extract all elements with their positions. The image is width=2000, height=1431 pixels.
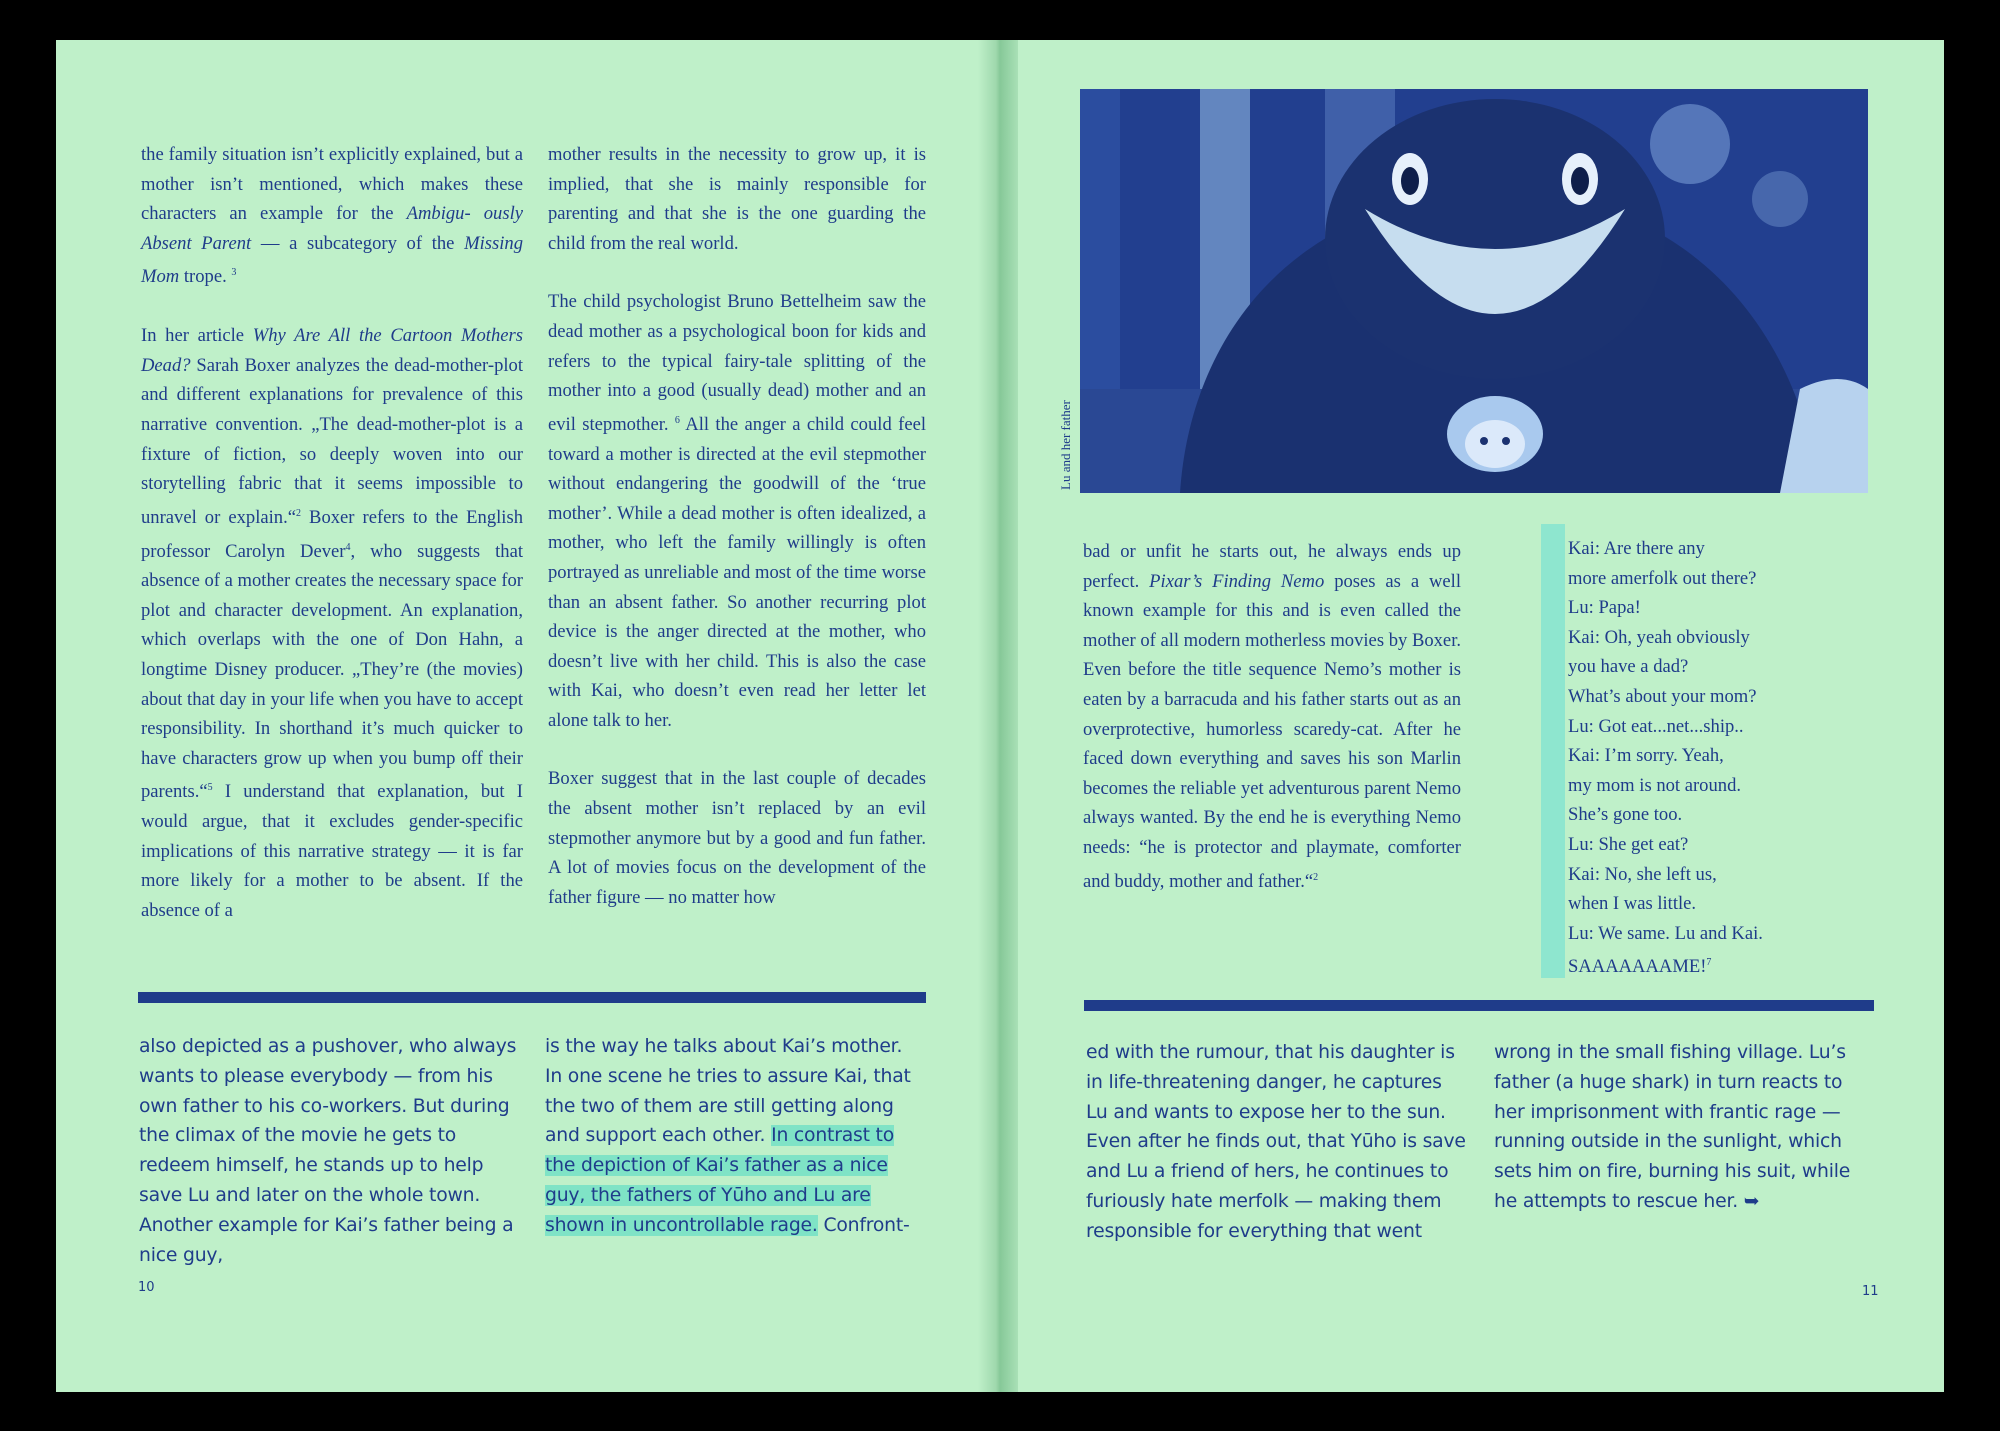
- highlighted-text: In contrast to the depiction of Kai’s father as a nice guy, the fathers of Yūho and Lu are shown in uncontrollable rage.: [545, 1125, 895, 1236]
- dialogue-highlight-bar: [1541, 524, 1565, 978]
- lu-and-father-photo: [1080, 89, 1868, 493]
- left-bottom-col1-text: also depicted as a pushover, who always wants to please everybody — from his own father to his co-workers. But during the climax of the movie he gets to redeem himself, he stands up to help save Lu and later on the whole town. Another example for Kai’s father being a nice guy,: [139, 1036, 517, 1266]
- right-bottom-col2: [1494, 1038, 1876, 1217]
- dialogue-line: my mom is not around.: [1568, 774, 1742, 796]
- footnote-ref[interactable]: 4: [345, 541, 351, 553]
- left-col2-para1: mother results in the necessity to grow up, it is implied, that she is mainly responsible for parenting and that she is the one guarding the child from the real world.: [548, 144, 926, 254]
- dialogue-line: Lu: She get eat?: [1568, 833, 1689, 855]
- text-span: trope.: [179, 266, 232, 288]
- footnote-ref[interactable]: 2: [1313, 871, 1319, 883]
- photo-illustration: [1080, 89, 1868, 493]
- text-span: wrong in the small fishing village. Lu’s father (a huge shark) in turn reacts to her imprisonment with frantic rage — running outside in the sunlight, which sets him on fire, burning his suit, while he attempts to rescue her.: [1494, 1042, 1851, 1212]
- text-span: poses as a well known example for this and is even called the mother of all modern motherless movies by Boxer. Even before the title sequence Nemo’s mother is eaten by a barracuda and his father starts out as an overprotective, humorless scaredy-cat. After he faced down everything and saves his son Marlin becomes the reliable yet adventurous parent Nemo always wanted. By the end he is everything Nemo needs: “he is protector and playmate, comforter and buddy, mother and father.“: [1083, 570, 1462, 892]
- dialogue-line: What’s about your mom?: [1568, 685, 1757, 707]
- left-bottom-col1: [139, 1032, 519, 1270]
- text-span: I understand that explanation, but I would argue, that it excludes gender-specific implications of this narrative strategy — it is far more likely for a mother to be absent. If the absence of a: [141, 781, 523, 921]
- left-col2-text: [548, 140, 926, 912]
- text-span: In her article: [141, 325, 253, 347]
- text-span: the family situation isn’t explicitly explained,: [141, 144, 482, 165]
- dialogue-line: when I was little.: [1568, 893, 1697, 915]
- right-bottom-col1: [1086, 1038, 1468, 1247]
- left-col1-para2: [141, 321, 523, 925]
- left-col1-para1: [141, 140, 523, 292]
- book-gutter: [978, 40, 1018, 1392]
- italic-title: Pixar’s Finding Nemo: [1149, 570, 1325, 592]
- italic-term: Ambigu-: [406, 203, 471, 225]
- text-span: SAAAAAAAME!: [1568, 956, 1707, 978]
- left-col2-para3: Boxer suggest that in the last couple of decades the absent mother isn’t replaced by an evil stepmother anymore but by a good and fun father. A lot of movies focus on the development of the father figure — no matter how: [548, 768, 926, 908]
- dialogue-block: [1568, 534, 1868, 982]
- footnote-ref[interactable]: 5: [207, 782, 213, 794]
- dialogue-line: Kai: I’m sorry. Yeah,: [1568, 745, 1724, 767]
- right-divider-rule: [1084, 1000, 1874, 1011]
- dialogue-line-last: [1568, 948, 1868, 982]
- dialogue-line: She’s gone too.: [1568, 804, 1683, 826]
- text-span: , who suggests that absence of a mother creates the necessary space for plot and character development. An explanation, which overlaps with the one of Don Hahn, a longtime Disney producer. „They’re (the movies) about that day in your life when you have to accept responsibility. In shorthand it’s much quicker to have characters grow up when you bump off their parents.“: [141, 540, 523, 803]
- text-span: but a mother isn’t mentioned, which makes: [141, 144, 523, 195]
- text-span: All the anger a child could feel toward a mother is directed at the evil stepmother without endangering the goodwill of the ‘true mother’. While a dead mother is often idealized, a mother, who left the family willingly is often portrayed as unreliable and most of the time worse than an absent father. So another recurring plot device is the anger directed at the mother, who doesn’t live with her child. This is also the case with Kai, who doesn’t even read her letter let alone talk to her.: [548, 413, 926, 731]
- text-span: these characters an example for the: [141, 173, 523, 225]
- dialogue-line: Lu: Got eat...net...ship..: [1568, 715, 1744, 737]
- text-span: bad or unfit he starts out, he always ends up perfect.: [1083, 541, 1461, 592]
- italic-term: Missing Mom: [141, 232, 523, 288]
- italic-title: Why Are All the Cartoon Mothers Dead?: [141, 325, 523, 376]
- text-span: is the way he talks about Kai’s mother. In one scene he tries to assure Kai, that the two of them are still getting along and support each other.: [545, 1036, 911, 1147]
- text-span: — a subcategory of the: [251, 232, 455, 254]
- footnote-ref[interactable]: 6: [674, 414, 680, 426]
- footnote-ref[interactable]: 2: [295, 507, 301, 519]
- photo-caption: Lu and her father: [1058, 400, 1073, 490]
- text-span: Boxer refers to the English professor Carolyn Dever: [141, 506, 523, 562]
- footnote-ref[interactable]: 7: [1706, 957, 1712, 969]
- dialogue-line: Lu: Papa!: [1568, 597, 1641, 619]
- italic-term: ously Absent Parent: [141, 203, 523, 254]
- text-span: Sarah Boxer analyzes the dead-mother-plot and different explanations for prevalence of this narrative convention. „The dead-mother-plot is a fixture of fiction, so deeply woven into our storytelling fabric that it seems impossible to unravel or explain.“: [141, 354, 523, 528]
- page-number-right: 11: [1862, 1284, 1879, 1299]
- page-number-left: 10: [138, 1280, 155, 1295]
- left-col2-para2: [548, 287, 926, 735]
- dialogue-line: more amerfolk out there?: [1568, 567, 1757, 589]
- dialogue-line: Kai: No, she left us,: [1568, 863, 1717, 885]
- dialogue-line: Kai: Oh, yeah obviously: [1568, 626, 1750, 648]
- left-bottom-col2-text: [545, 1032, 925, 1241]
- text-span: The child psychologist Bruno Bettelheim saw the dead mother as a psychological boon for kids and refers to the typical fairy-tale splitting of the mother into a good (usually dead) mother and an evil stepmother.: [548, 291, 926, 435]
- right-col1-text: [1083, 537, 1461, 896]
- continue-arrow-icon: ➥: [1743, 1190, 1760, 1212]
- left-bottom-col2: [545, 1032, 925, 1241]
- text-span: Confront-: [817, 1214, 910, 1236]
- right-col1-para: [1083, 537, 1461, 896]
- dialogue-line: you have a dad?: [1568, 656, 1689, 678]
- left-col1-text: [141, 140, 523, 926]
- dialogue-line: Lu: We same. Lu and Kai.: [1568, 922, 1763, 944]
- dialogue-line: Kai: Are there any: [1568, 538, 1705, 559]
- right-bottom-col1-text: ed with the rumour, that his daughter is in life-threatening danger, he captures Lu and wants to expose her to the sun. Even after he finds out, that Yūho is save and Lu a friend of hers, he continues to furiously hate merfolk — making them responsible for everything that went: [1086, 1042, 1466, 1242]
- right-bottom-col2-text: [1494, 1038, 1876, 1217]
- left-divider-rule: [138, 992, 926, 1003]
- footnote-ref[interactable]: 3: [231, 267, 237, 279]
